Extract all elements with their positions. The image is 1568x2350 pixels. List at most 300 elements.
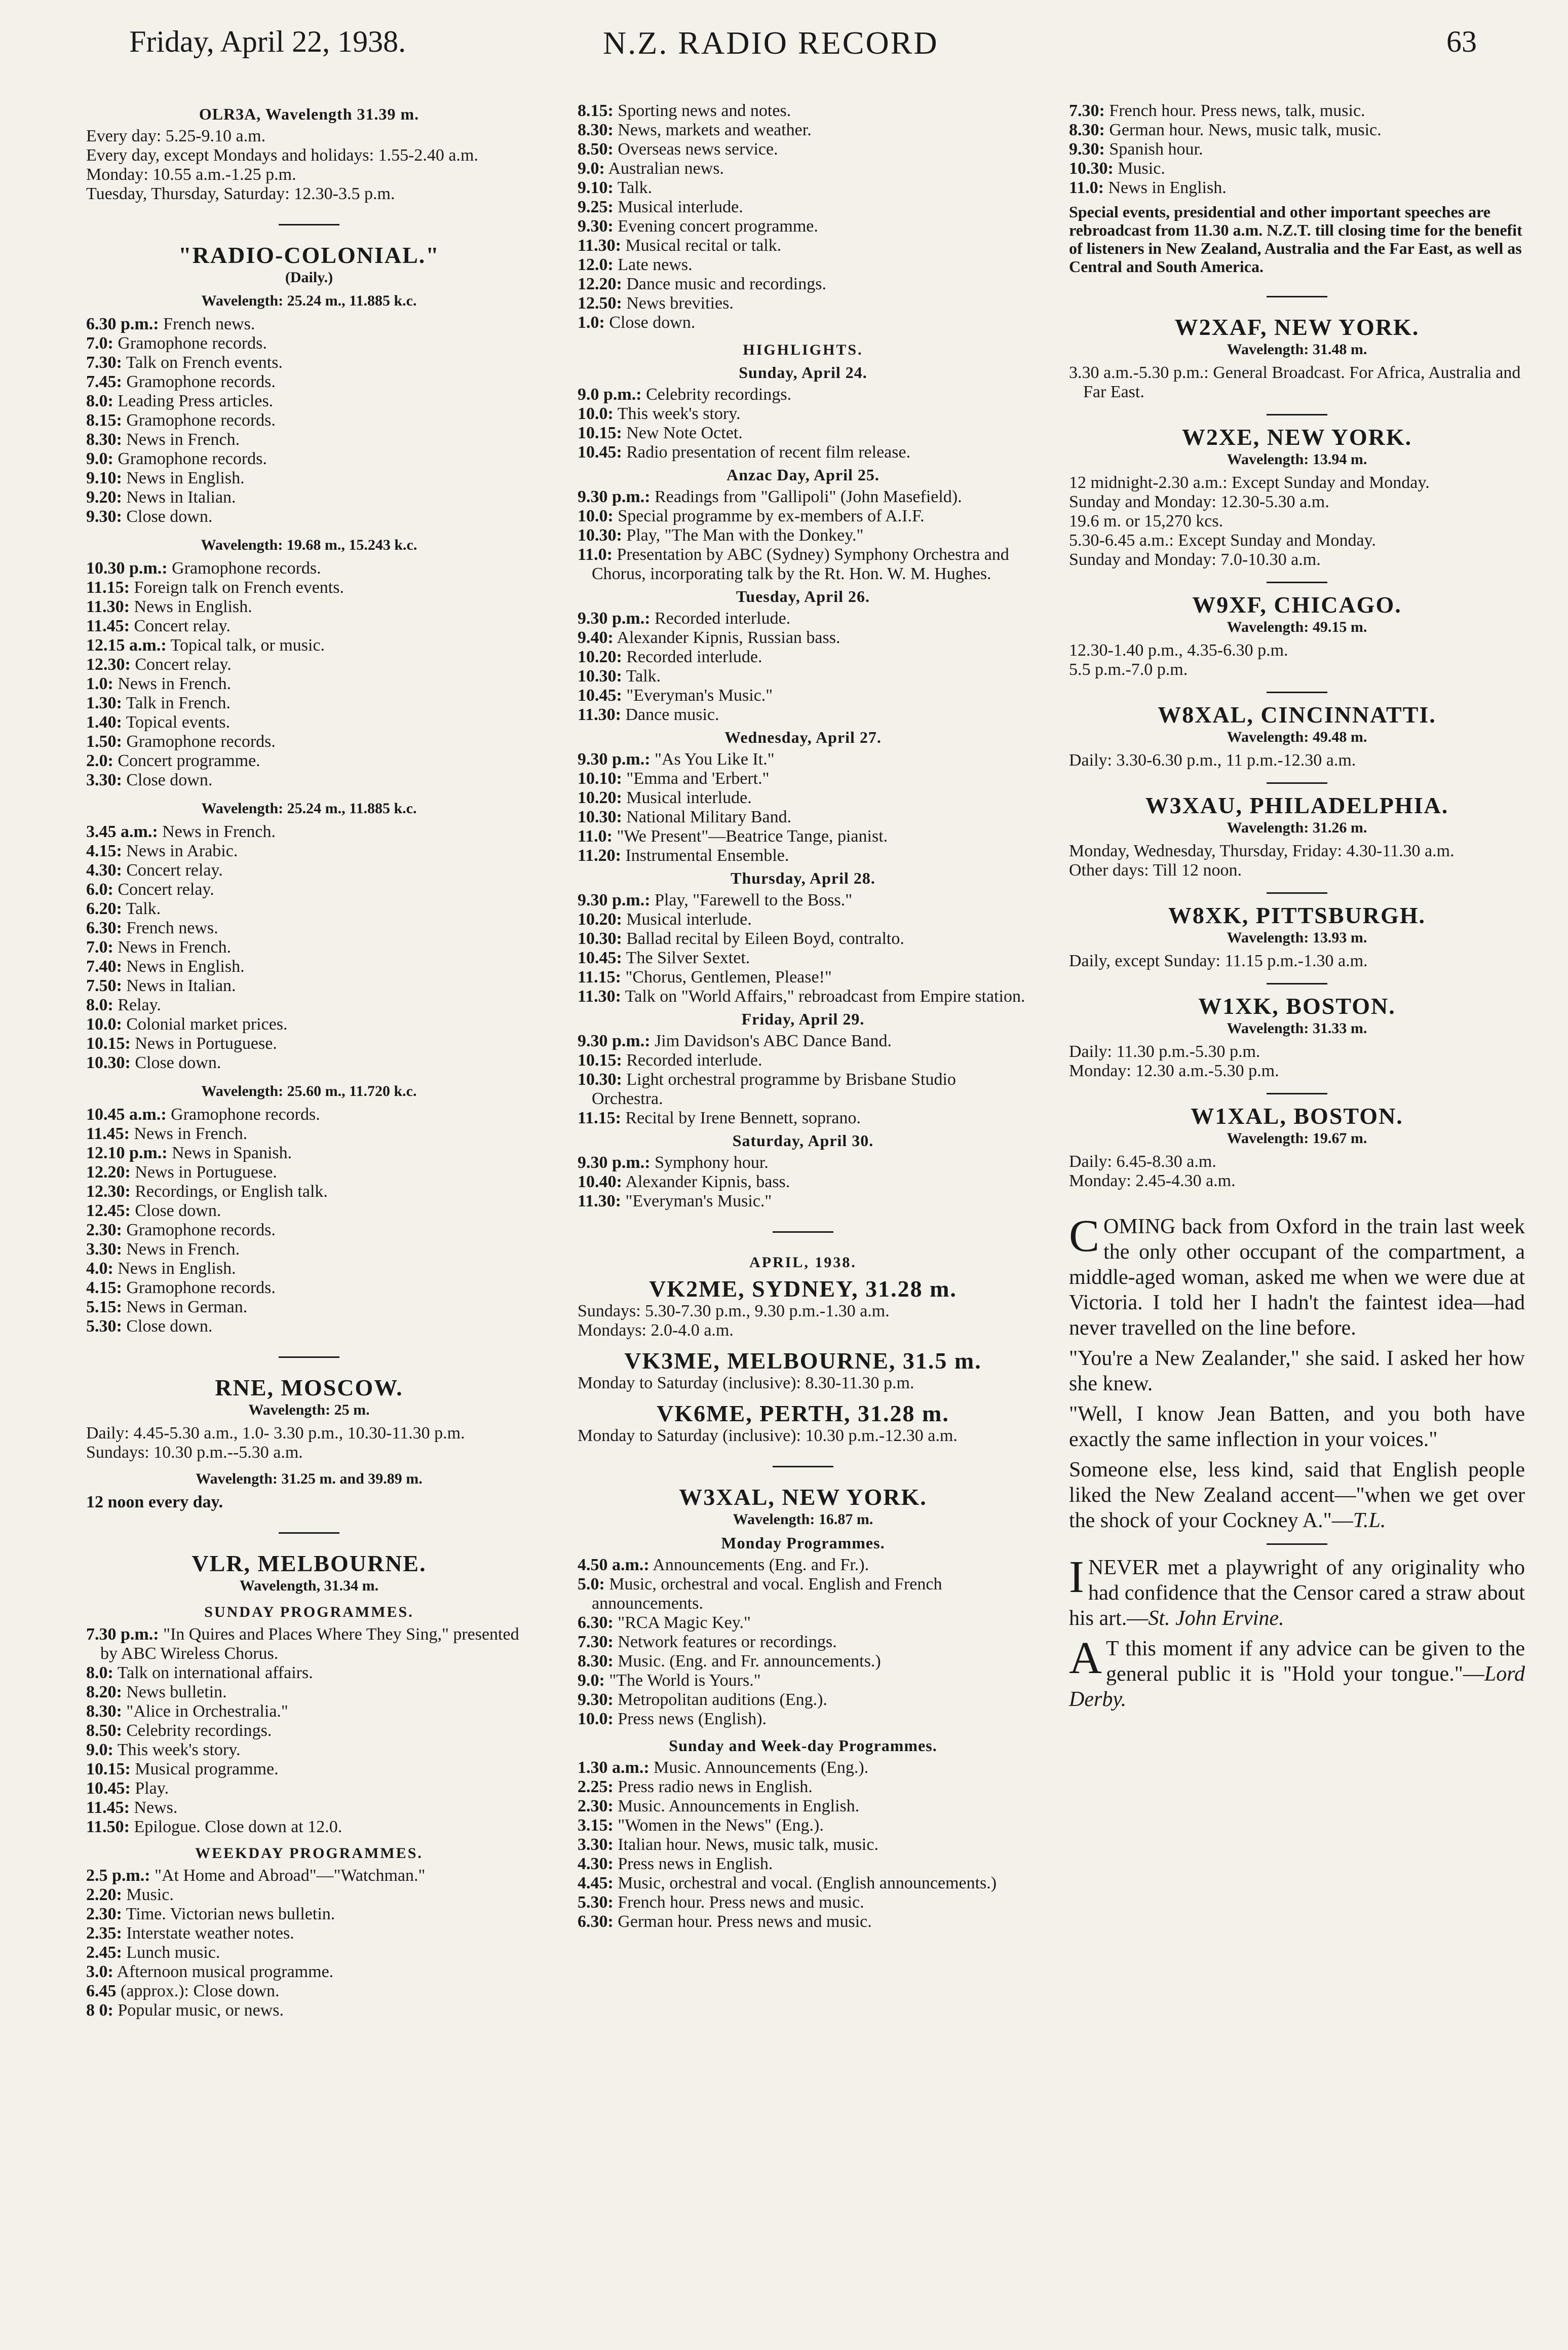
schedule-item (1069, 101, 1525, 121)
page-number: 63 (1446, 25, 1477, 58)
schedule-time: 8.50: (578, 140, 614, 159)
schedule-time: 11.45: (86, 1798, 130, 1817)
station-heading: W8XAL, CINCINNATTI. (1158, 702, 1436, 728)
schedule-item (86, 559, 532, 578)
station-heading: W3XAU, PHILADELPHIA. (1145, 792, 1449, 818)
schedule-description: Music. Announcements in English. (618, 1797, 860, 1815)
schedule-time: 11.15: (578, 968, 621, 987)
schedule-list (86, 1866, 532, 2020)
schedule-item (86, 751, 532, 771)
schedule-time: 9.40: (578, 628, 614, 647)
schedule-item (86, 1760, 532, 1779)
schedule-description: Close down. (135, 1201, 221, 1220)
schedule-description: News, markets and weather. (618, 121, 812, 139)
wavelength-label: Wavelength, 31.34 m. (239, 1577, 379, 1594)
schedule-time: 8.30: (86, 430, 122, 449)
quote-paragraph (1069, 1552, 1525, 1631)
schedule-line: Monday, Wednesday, Thursday, Friday: 4.30-11.30 a.m. (1069, 842, 1455, 860)
schedule-item (86, 1779, 532, 1798)
schedule-line: 5.5 p.m.-7.0 p.m. (1069, 660, 1188, 679)
schedule-item (578, 827, 1028, 846)
schedule-time: 10.15: (578, 1051, 622, 1070)
schedule-time: 1.50: (86, 732, 122, 751)
schedule-item (578, 968, 1028, 987)
schedule-item (578, 1192, 1028, 1211)
schedule-description: Music. (Eng. and Fr. announcements.) (618, 1652, 881, 1671)
w3xal-heading: W3XAL, NEW YORK. (679, 1484, 927, 1510)
schedule-time: 5.15: (86, 1298, 122, 1316)
schedule-time: 7.0: (86, 938, 113, 957)
schedule-description: Gramophone records. (118, 449, 267, 468)
schedule-description: News bulletin. (126, 1683, 227, 1701)
schedule-time: 10.30 p.m.: (86, 559, 168, 578)
quote-paragraph (1069, 1633, 1525, 1712)
quote-attribution: Lord Derby. (1069, 1662, 1525, 1711)
schedule-description: News in French. (134, 1124, 248, 1143)
schedule-description: German hour. Press news and music. (618, 1912, 872, 1931)
schedule-list (86, 822, 532, 1073)
schedule-description: Gramophone records. (126, 372, 276, 391)
schedule-description: Leading Press articles. (118, 392, 274, 410)
schedule-description: Topical events. (126, 713, 231, 732)
schedule-description: Musical interlude. (626, 910, 752, 929)
station-heading: W1XK, BOSTON. (1198, 993, 1396, 1019)
schedule-time: 12.50: (578, 294, 622, 313)
highlight-day-heading: Thursday, April 28. (731, 869, 875, 887)
divider (1267, 414, 1327, 415)
schedule-description: Play, "Farewell to the Boss." (655, 891, 853, 909)
schedule-description: News in English. (118, 1259, 236, 1278)
schedule-description: News in Italian. (126, 976, 236, 995)
schedule-item (86, 674, 532, 694)
wavelength-label: Wavelength: 25.24 m., 11.885 k.c. (201, 292, 417, 309)
schedule-item (86, 430, 532, 449)
schedule-item (578, 1816, 1028, 1835)
schedule-item (86, 597, 532, 617)
schedule-description: Close down. (126, 1317, 213, 1336)
schedule-description: News in Italian. (126, 488, 236, 507)
schedule-description: Close down. (135, 1053, 221, 1072)
schedule-description: "At Home and Abroad"—"Watchman." (155, 1866, 426, 1885)
schedule-time: 8 0: (86, 2001, 113, 2020)
schedule-description: News in English. (126, 469, 245, 487)
station-section (1069, 424, 1525, 570)
schedule-description: News in French. (118, 674, 232, 693)
schedule-description: Dance music. (625, 705, 719, 724)
schedule-item (86, 1740, 532, 1760)
vk2me-heading: VK2ME, SYDNEY, 31.28 m. (649, 1276, 957, 1302)
schedule-item (86, 694, 532, 713)
schedule-time: 7.30: (1069, 101, 1105, 120)
schedule-description: Talk on French events. (126, 353, 283, 372)
schedule-line: Sundays: 5.30-7.30 p.m., 9.30 p.m.-1.30 a.m. (578, 1302, 890, 1320)
vk6me-section (578, 1400, 1028, 1446)
schedule-description: German hour. News, music talk, music. (1109, 121, 1382, 139)
schedule-line: Other days: Till 12 noon. (1069, 861, 1242, 880)
schedule-description: News. (134, 1798, 178, 1817)
wavelength-label: Wavelength: 19.68 m., 15.243 k.c. (201, 537, 417, 553)
essay-paragraph (1069, 1457, 1525, 1533)
schedule-description: Gramophone records. (172, 559, 321, 578)
schedule-description: News in French. (118, 938, 232, 957)
schedule-time: 11.30: (578, 1192, 621, 1210)
schedule-time: 9.30 p.m.: (578, 487, 651, 506)
schedule-item (86, 1663, 532, 1683)
schedule-line: Daily: 3.30-6.30 p.m., 11 p.m.-12.30 a.m. (1069, 751, 1356, 770)
schedule-list (578, 1032, 1028, 1128)
schedule-item (86, 1962, 532, 1982)
schedule-time: 12.20: (86, 1163, 131, 1182)
schedule-description: Music. Announcements (Eng.). (654, 1758, 869, 1777)
column-2 (578, 101, 1028, 1943)
highlight-day-heading: Friday, April 29. (741, 1010, 865, 1028)
schedule-time: 6.30: (578, 1912, 614, 1931)
schedule-description: Press radio news in English. (618, 1777, 813, 1796)
schedule-description: Dance music and recordings. (626, 275, 826, 293)
schedule-time: 10.30: (578, 1070, 622, 1089)
schedule-time: 10.30: (86, 1053, 131, 1072)
schedule-description: Play, "The Man with the Donkey." (626, 526, 864, 545)
schedule-line: Monday to Saturday (inclusive): 10.30 p.m.-12.30 a.m. (578, 1426, 958, 1445)
schedule-item (578, 609, 1028, 628)
schedule-time: 6.0: (86, 880, 113, 899)
schedule-time: 10.45: (578, 949, 622, 967)
schedule-time: 9.30 p.m.: (578, 1032, 651, 1050)
column-3 (1069, 101, 1525, 1717)
schedule-item (86, 1625, 532, 1663)
schedule-description: News in English. (1108, 178, 1227, 197)
schedule-time: 12.10 p.m.: (86, 1144, 168, 1162)
schedule-time: 4.0: (86, 1259, 113, 1278)
schedule-item (578, 255, 1028, 275)
schedule-line: 12.30-1.40 p.m., 4.35-6.30 p.m. (1069, 641, 1288, 660)
schedule-time: 10.45: (578, 686, 622, 705)
schedule-time: 8.0: (86, 1663, 113, 1682)
station-heading: W8XK, PITTSBURGH. (1168, 902, 1426, 928)
schedule-item (86, 353, 532, 372)
schedule-description: Recorded interlude. (626, 1051, 762, 1070)
schedule-item (86, 1817, 532, 1837)
schedule-description: Popular music, or news. (118, 2001, 284, 2020)
schedule-item (578, 705, 1028, 725)
schedule-time: 8.30: (1069, 121, 1105, 139)
schedule-time: 9.30: (1069, 140, 1105, 159)
schedule-time: 10.0: (578, 1710, 614, 1728)
schedule-list (578, 1758, 1028, 1931)
schedule-time: 2.20: (86, 1885, 122, 1904)
essay-text: "Well, I know Jean Batten, and you both have exactly the same inflection in your voices." (1069, 1403, 1525, 1451)
schedule-description: Press news in English. (618, 1854, 773, 1873)
schedule-time: 11.30: (578, 236, 621, 255)
weekday-programmes-heading: WEEKDAY PROGRAMMES. (195, 1845, 423, 1862)
schedule-description: Gramophone records. (126, 732, 276, 751)
schedule-description: Musical programme. (135, 1760, 279, 1778)
schedule-description: Announcements (Eng. and Fr.). (653, 1556, 869, 1574)
schedule-description: "In Quires and Places Where They Sing," presented by ABC Wireless Chorus. (100, 1625, 519, 1663)
schedule-time: 1.0: (86, 674, 113, 693)
schedule-list (86, 1105, 532, 1336)
schedule-item (86, 1182, 532, 1201)
special-events-note: Special events, presidential and other important speeches are rebroadcast from 11.30 a.m. N.Z.T. till closing time for the benefit of listeners in New Zealand, Australia and the Far East, as well as Central and South America. (1069, 203, 1522, 276)
schedule-description: Relay. (118, 996, 161, 1014)
schedule-line: Every day: 5.25-9.10 a.m. (86, 127, 266, 145)
schedule-time: 11.20: (578, 846, 621, 865)
schedule-description: Gramophone records. (171, 1105, 320, 1124)
schedule-item (1069, 140, 1525, 159)
schedule-item (578, 987, 1028, 1006)
schedule-list (1069, 101, 1525, 198)
vk3me-heading: VK3ME, MELBOURNE, 31.5 m. (624, 1348, 982, 1374)
schedule-item (86, 1702, 532, 1721)
schedule-item (86, 919, 532, 938)
schedule-time: 8.20: (86, 1683, 122, 1701)
schedule-time: 10.30: (578, 929, 622, 948)
schedule-time: 11.0: (578, 545, 613, 564)
schedule-description: News in Portuguese. (135, 1034, 277, 1053)
schedule-description: Italian hour. News, music talk, music. (618, 1835, 878, 1854)
schedule-item (578, 769, 1028, 788)
schedule-item (86, 957, 532, 976)
schedule-item (86, 315, 532, 334)
schedule-description: Celebrity recordings. (126, 1721, 272, 1740)
schedule-item (86, 334, 532, 353)
schedule-description: Epilogue. Close down at 12.0. (134, 1817, 342, 1836)
schedule-line: 3.30 a.m.-5.30 p.m.: General Broadcast. For Africa, Australia and Far East. (1069, 363, 1521, 401)
schedule-description: News brevities. (626, 294, 734, 313)
schedule-description: News in Spanish. (172, 1144, 292, 1162)
schedule-description: "Chorus, Gentlemen, Please!" (625, 968, 832, 987)
schedule-line: Monday: 12.30 a.m.-5.30 p.m. (1069, 1062, 1279, 1080)
schedule-description: "Women in the News" (Eng.). (618, 1816, 824, 1835)
divider (1267, 296, 1327, 297)
olr3a-heading: OLR3A, Wavelength 31.39 m. (199, 105, 419, 123)
schedule-time: 8.30: (578, 121, 614, 139)
schedule-item (578, 1652, 1028, 1671)
wavelength-label: Wavelength: 49.48 m. (1227, 729, 1367, 745)
divider (1267, 692, 1327, 693)
sunday-programmes-heading: SUNDAY PROGRAMMES. (204, 1604, 414, 1620)
schedule-description: Musical interlude. (618, 198, 743, 216)
schedule-time: 7.30: (86, 353, 122, 372)
schedule-item (578, 275, 1028, 294)
divider (1267, 782, 1327, 784)
schedule-description: "RCA Magic Key." (618, 1613, 751, 1632)
schedule-time: 9.10: (578, 178, 614, 197)
schedule-time: 9.30: (578, 1690, 614, 1709)
schedule-description: Concert relay. (118, 880, 214, 899)
schedule-description: News in Arabic. (126, 842, 238, 860)
wavelength-label: Wavelength: 31.33 m. (1227, 1020, 1367, 1037)
divider (1267, 1093, 1327, 1094)
radio-colonial-heading: "RADIO-COLONIAL." (178, 242, 440, 268)
schedule-time: 10.20: (578, 648, 622, 666)
schedule-line: Sunday and Monday: 12.30-5.30 a.m. (1069, 492, 1329, 511)
schedule-time: 10.15: (86, 1760, 131, 1778)
olr3a-section (86, 104, 532, 204)
schedule-description: Concert programme. (118, 751, 260, 770)
schedule-item (86, 1924, 532, 1943)
schedule-time: 1.30: (86, 694, 122, 712)
schedule-item (86, 469, 532, 488)
schedule-description: Gramophone records. (126, 1221, 276, 1239)
schedule-time: 2.30: (86, 1221, 122, 1239)
schedule-item (86, 1053, 532, 1073)
schedule-time: 5.30: (578, 1893, 614, 1912)
schedule-description: Jim Davidson's ABC Dance Band. (655, 1032, 892, 1050)
schedule-time: 12.30: (86, 1182, 131, 1201)
schedule-description: Talk in French. (126, 694, 231, 712)
schedule-item (86, 1943, 532, 1962)
schedule-description: Talk on "World Affairs," rebroadcast from Empire station. (625, 987, 1025, 1006)
schedule-description: Musical recital or talk. (625, 236, 782, 255)
schedule-description: Talk. (126, 899, 161, 918)
schedule-description: Concert relay. (126, 861, 223, 880)
schedule-item (578, 1172, 1028, 1192)
station-section (1069, 702, 1525, 770)
schedule-item (578, 628, 1028, 648)
sunday-weekday-heading: Sunday and Week-day Programmes. (669, 1736, 937, 1755)
schedule-time: 5.30: (86, 1317, 122, 1336)
schedule-time: 12.20: (578, 275, 622, 293)
april-heading: APRIL, 1938. (749, 1254, 857, 1271)
essay-paragraph (1069, 1211, 1525, 1341)
schedule-time: 10.0: (578, 507, 614, 525)
schedule-item (86, 1221, 532, 1240)
schedule-time: 6.30: (578, 1613, 614, 1632)
schedule-item (86, 1298, 532, 1317)
schedule-time: 8.30: (578, 1652, 614, 1671)
schedule-item (578, 1032, 1028, 1051)
schedule-description: Close down. (126, 507, 213, 526)
schedule-time: 9.30: (578, 217, 614, 236)
schedule-item (86, 1124, 532, 1144)
daily-label: (Daily.) (285, 269, 333, 286)
schedule-time: 4.15: (86, 842, 122, 860)
schedule-item (578, 1835, 1028, 1854)
schedule-description: Concert relay. (134, 617, 231, 635)
schedule-description: Music. (1118, 159, 1165, 178)
schedule-description: National Military Band. (626, 808, 792, 826)
page-header (0, 0, 1568, 76)
schedule-time: 6.30 p.m.: (86, 315, 159, 333)
schedule-description: Recorded interlude. (626, 648, 762, 666)
schedule-description: Colonial market prices. (126, 1015, 288, 1034)
schedule-item (578, 178, 1028, 198)
wavelength-label: Wavelength: 19.67 m. (1227, 1130, 1367, 1147)
wavelength-label: Wavelength: 31.26 m. (1227, 819, 1367, 836)
schedule-description: Close down. (609, 313, 696, 332)
schedule-description: Interstate weather notes. (126, 1924, 294, 1943)
highlight-day-heading: Saturday, April 30. (732, 1131, 874, 1150)
divider (279, 1356, 339, 1358)
schedule-description: Musical interlude. (626, 788, 752, 807)
schedule-item (578, 545, 1028, 584)
schedule-description: Music, orchestral and vocal. English and French announcements. (592, 1575, 942, 1613)
schedule-time: 2.35: (86, 1924, 122, 1943)
schedule-item (578, 313, 1028, 332)
station-heading: W2XAF, NEW YORK. (1174, 314, 1420, 340)
schedule-description: Special programme by ex-members of A.I.F. (618, 507, 925, 525)
schedule-item (578, 648, 1028, 667)
divider (279, 1532, 339, 1534)
schedule-item (578, 788, 1028, 808)
schedule-item (578, 1051, 1028, 1070)
divider (1267, 983, 1327, 984)
rne-heading: RNE, MOSCOW. (215, 1375, 403, 1400)
schedule-description: "The World is Yours." (609, 1671, 761, 1690)
schedule-time: 8.15: (578, 101, 614, 120)
schedule-item (578, 910, 1028, 929)
schedule-item (578, 929, 1028, 949)
schedule-item (86, 1144, 532, 1163)
schedule-description: Celebrity recordings. (646, 385, 792, 404)
schedule-time: 3.30: (86, 771, 122, 789)
station-heading: W9XF, CHICAGO. (1192, 592, 1402, 618)
schedule-item (578, 198, 1028, 217)
issue-date: Friday, April 22, 1938. (129, 25, 406, 58)
schedule-time: 11.45: (86, 617, 130, 635)
schedule-time: 6.20: (86, 899, 122, 918)
schedule-time: 3.45 a.m.: (86, 822, 158, 841)
schedule-item (578, 1758, 1028, 1777)
essay-text: Someone else, less kind, said that English people liked the New Zealand accent—"when we get over the shock of your Cockney A."— (1069, 1458, 1525, 1532)
schedule-time: 10.0: (86, 1015, 122, 1034)
schedule-item (578, 846, 1028, 865)
schedule-description: "Everyman's Music." (626, 686, 773, 705)
schedule-time: 4.50 a.m.: (578, 1556, 649, 1574)
schedule-description: News in French. (126, 1240, 240, 1259)
highlight-day-heading: Anzac Day, April 25. (726, 466, 879, 484)
schedule-time: 9.25: (578, 198, 614, 216)
schedule-time: 10.10: (578, 769, 622, 788)
schedule-time: 8.30: (86, 1702, 122, 1721)
schedule-description: Time. Victorian news bulletin. (126, 1905, 335, 1923)
schedule-time: 3.15: (578, 1816, 614, 1835)
schedule-line: Monday: 2.45-4.30 a.m. (1069, 1171, 1236, 1190)
schedule-item (86, 1259, 532, 1278)
schedule-description: Metropolitan auditions (Eng.). (618, 1690, 827, 1709)
schedule-description: News in French. (126, 430, 240, 449)
schedule-item (86, 842, 532, 861)
schedule-line: Daily: 6.45-8.30 a.m. (1069, 1152, 1216, 1171)
schedule-description: Sporting news and notes. (618, 101, 791, 120)
schedule-time: 9.30 p.m.: (578, 609, 651, 628)
schedule-item (578, 294, 1028, 313)
schedule-item (578, 1797, 1028, 1816)
schedule-list (578, 487, 1028, 584)
schedule-description: News in English. (134, 597, 252, 616)
schedule-item (578, 1777, 1028, 1797)
schedule-item (578, 487, 1028, 507)
schedule-time: 8.15: (86, 411, 122, 430)
schedule-item (86, 488, 532, 507)
schedule-time: 10.20: (578, 910, 622, 929)
schedule-time: 2.30: (86, 1905, 122, 1923)
schedule-line: Tuesday, Thursday, Saturday: 12.30-3.5 p.m. (86, 184, 395, 203)
schedule-item (86, 636, 532, 655)
schedule-description: Play. (135, 1779, 169, 1798)
schedule-description: Australian news. (608, 159, 724, 178)
schedule-description: Music, orchestral and vocal. (English announcements.) (618, 1874, 997, 1892)
vk2me-section (578, 1276, 1028, 1340)
schedule-description: Alexander Kipnis, bass. (625, 1172, 790, 1191)
divider (279, 224, 339, 225)
schedule-description: Light orchestral programme by Brisbane Studio Orchestra. (592, 1070, 956, 1108)
schedule-time: 10.15: (86, 1034, 131, 1053)
schedule-time: 7.30: (578, 1633, 614, 1651)
schedule-time: 2.30: (578, 1797, 614, 1815)
schedule-description: French hour. Press news and music. (618, 1893, 864, 1912)
